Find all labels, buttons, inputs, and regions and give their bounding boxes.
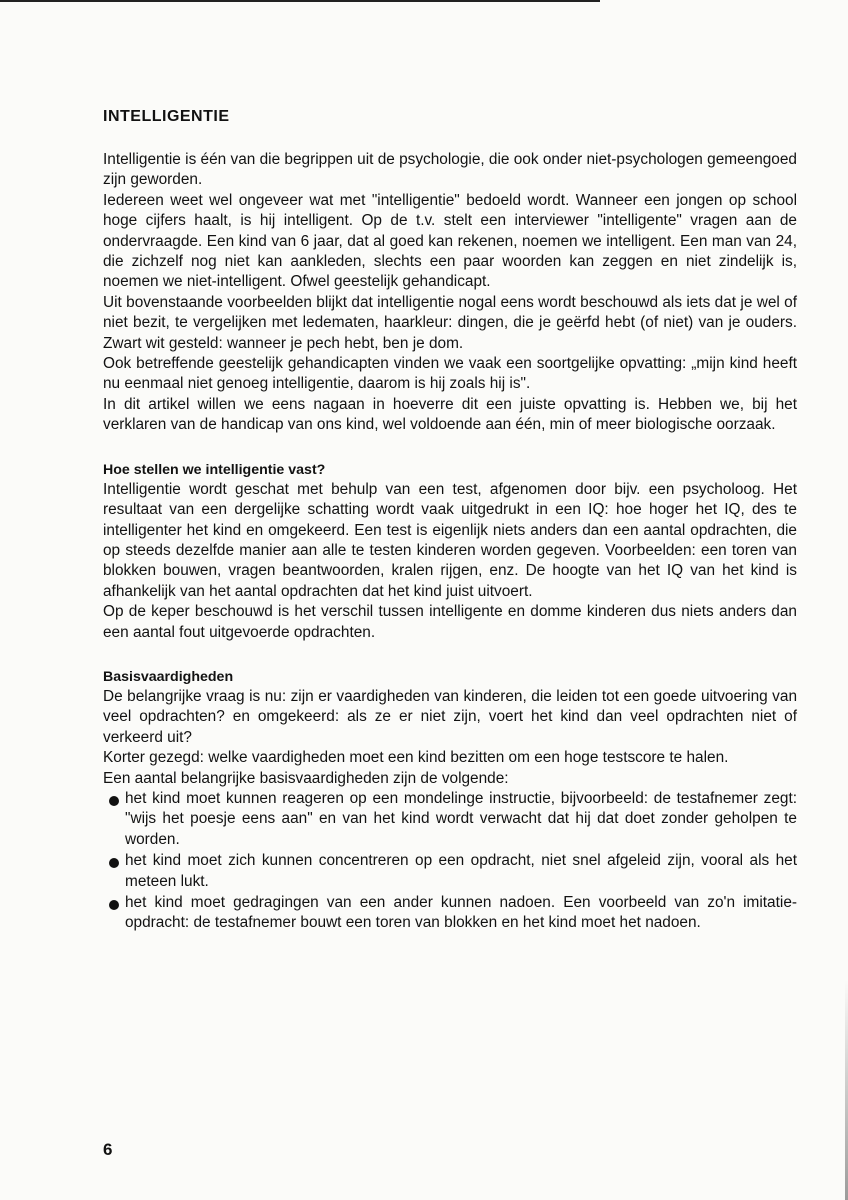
list-item xyxy=(103,789,797,850)
list-item-text: het kind moet gedragingen van een ander kunnen nadoen. Een voorbeeld van zo'n imitatie-opdracht: de testafnemer bouwt een toren van blokken en het kind moet het nadoen. xyxy=(125,894,797,932)
section-paragraph: Intelligentie wordt geschat met behulp van een test, afgenomen door bijv. een psycholoog. Het resultaat van een dergelijke schatting wordt vaak uitgedrukt in een IQ: hoe hoger het IQ, des te intelligenter het kind en omgekeerd. Een test is eigenlijk niets anders dan een aantal opdrachten, die op steeds dezelfde manier aan alle te testen kinderen worden gegeven. Voorbeelden: een toren van blokken bouwen, vragen beantwoorden, kralen rijgen, enz. De hoogte van het IQ van het kind is afhankelijk van het aantal opdrachten dat het kind juist uitvoert. xyxy=(103,480,797,600)
intro-paragraph: Ook betreffende geestelijk gehandicapten vinden we vaak een soortgelijke opvatting: „mijn kind heeft nu eenmaal niet genoeg intelligentie, daarom is hij zoals hij is". xyxy=(103,355,797,393)
section-paragraph: Een aantal belangrijke basisvaardigheden zijn de volgende: xyxy=(103,769,509,787)
page-title: INTELLIGENTIE xyxy=(103,108,230,125)
measure-section xyxy=(103,460,797,643)
section-heading: Basisvaardigheden xyxy=(103,668,234,685)
bullet-icon xyxy=(109,900,119,910)
section-paragraph: Korter gezegd: welke vaardigheden moet een kind bezitten om een hoge testscore te halen. xyxy=(103,749,729,767)
bullet-icon xyxy=(109,858,119,868)
page-number: 6 xyxy=(103,1140,113,1159)
intro-paragraph: Intelligentie is één van die begrippen uit de psychologie, die ook onder niet-psychologen gemeengoed zijn geworden. xyxy=(103,151,797,189)
section-paragraph: Op de keper beschouwd is het verschil tussen intelligente en domme kinderen dus niets anders dan een aantal fout uitgevoerde opdrachten. xyxy=(103,603,797,641)
intro-paragraph: Iedereen weet wel ongeveer wat met "intelligentie" bedoeld wordt. Wanneer een jongen op school hoge cijfers haalt, is hij intelligent. Op de t.v. stelt een interviewer "intelligente" vragen aan de ondervraagde. Een kind van 6 jaar, dat al goed kan rekenen, noemen we intelligent. Een man van 24, die zichzelf nog niet kan aankleden, slechts een paar woorden kan zeggen en niet zindelijk is, noemen we niet-intelligent. Ofwel geestelijk gehandicapt. xyxy=(103,191,797,291)
document-page xyxy=(103,108,797,935)
list-item xyxy=(103,851,797,892)
list-item-text: het kind moet kunnen reageren op een mondelinge instructie, bijvoorbeeld: de testafnemer zegt: "wijs het poesje eens aan" en van het kind wordt verwacht dat hij dat doet zonder geholpen te worden. xyxy=(125,789,797,848)
top-rule xyxy=(0,0,600,2)
skills-list xyxy=(103,789,797,934)
bullet-icon xyxy=(109,796,119,806)
list-item xyxy=(103,893,797,934)
section-paragraph: De belangrijke vraag is nu: zijn er vaardigheden van kinderen, die leiden tot een goede uitvoering van veel opdrachten? en omgekeerd: als ze er niet zijn, voert het kind dan veel opdrachten niet of verkeerd uit? xyxy=(103,687,797,746)
intro-paragraph: In dit artikel willen we eens nagaan in hoeverre dit een juiste opvatting is. Hebben we, bij het verklaren van de handicap van ons kind, wel voldoende aan één, min of meer biologische oorzaak. xyxy=(103,395,797,434)
basic-skills-section xyxy=(103,667,797,934)
section-heading: Hoe stellen we intelligentie vast? xyxy=(103,461,326,478)
list-item-text: het kind moet zich kunnen concentreren op een opdracht, niet snel afgeleid zijn, vooral als het meteen lukt. xyxy=(125,852,797,890)
intro-section xyxy=(103,150,797,436)
intro-paragraph: Uit bovenstaande voorbeelden blijkt dat intelligentie nogal eens wordt beschouwd als iets dat je wel of niet bezit, te vergelijken met ledematen, haarkleur: dingen, die je geërfd hebt (of niet) van je ouders. Zwart wit gesteld: wanneer je pech hebt, ben je dom. xyxy=(103,293,797,352)
